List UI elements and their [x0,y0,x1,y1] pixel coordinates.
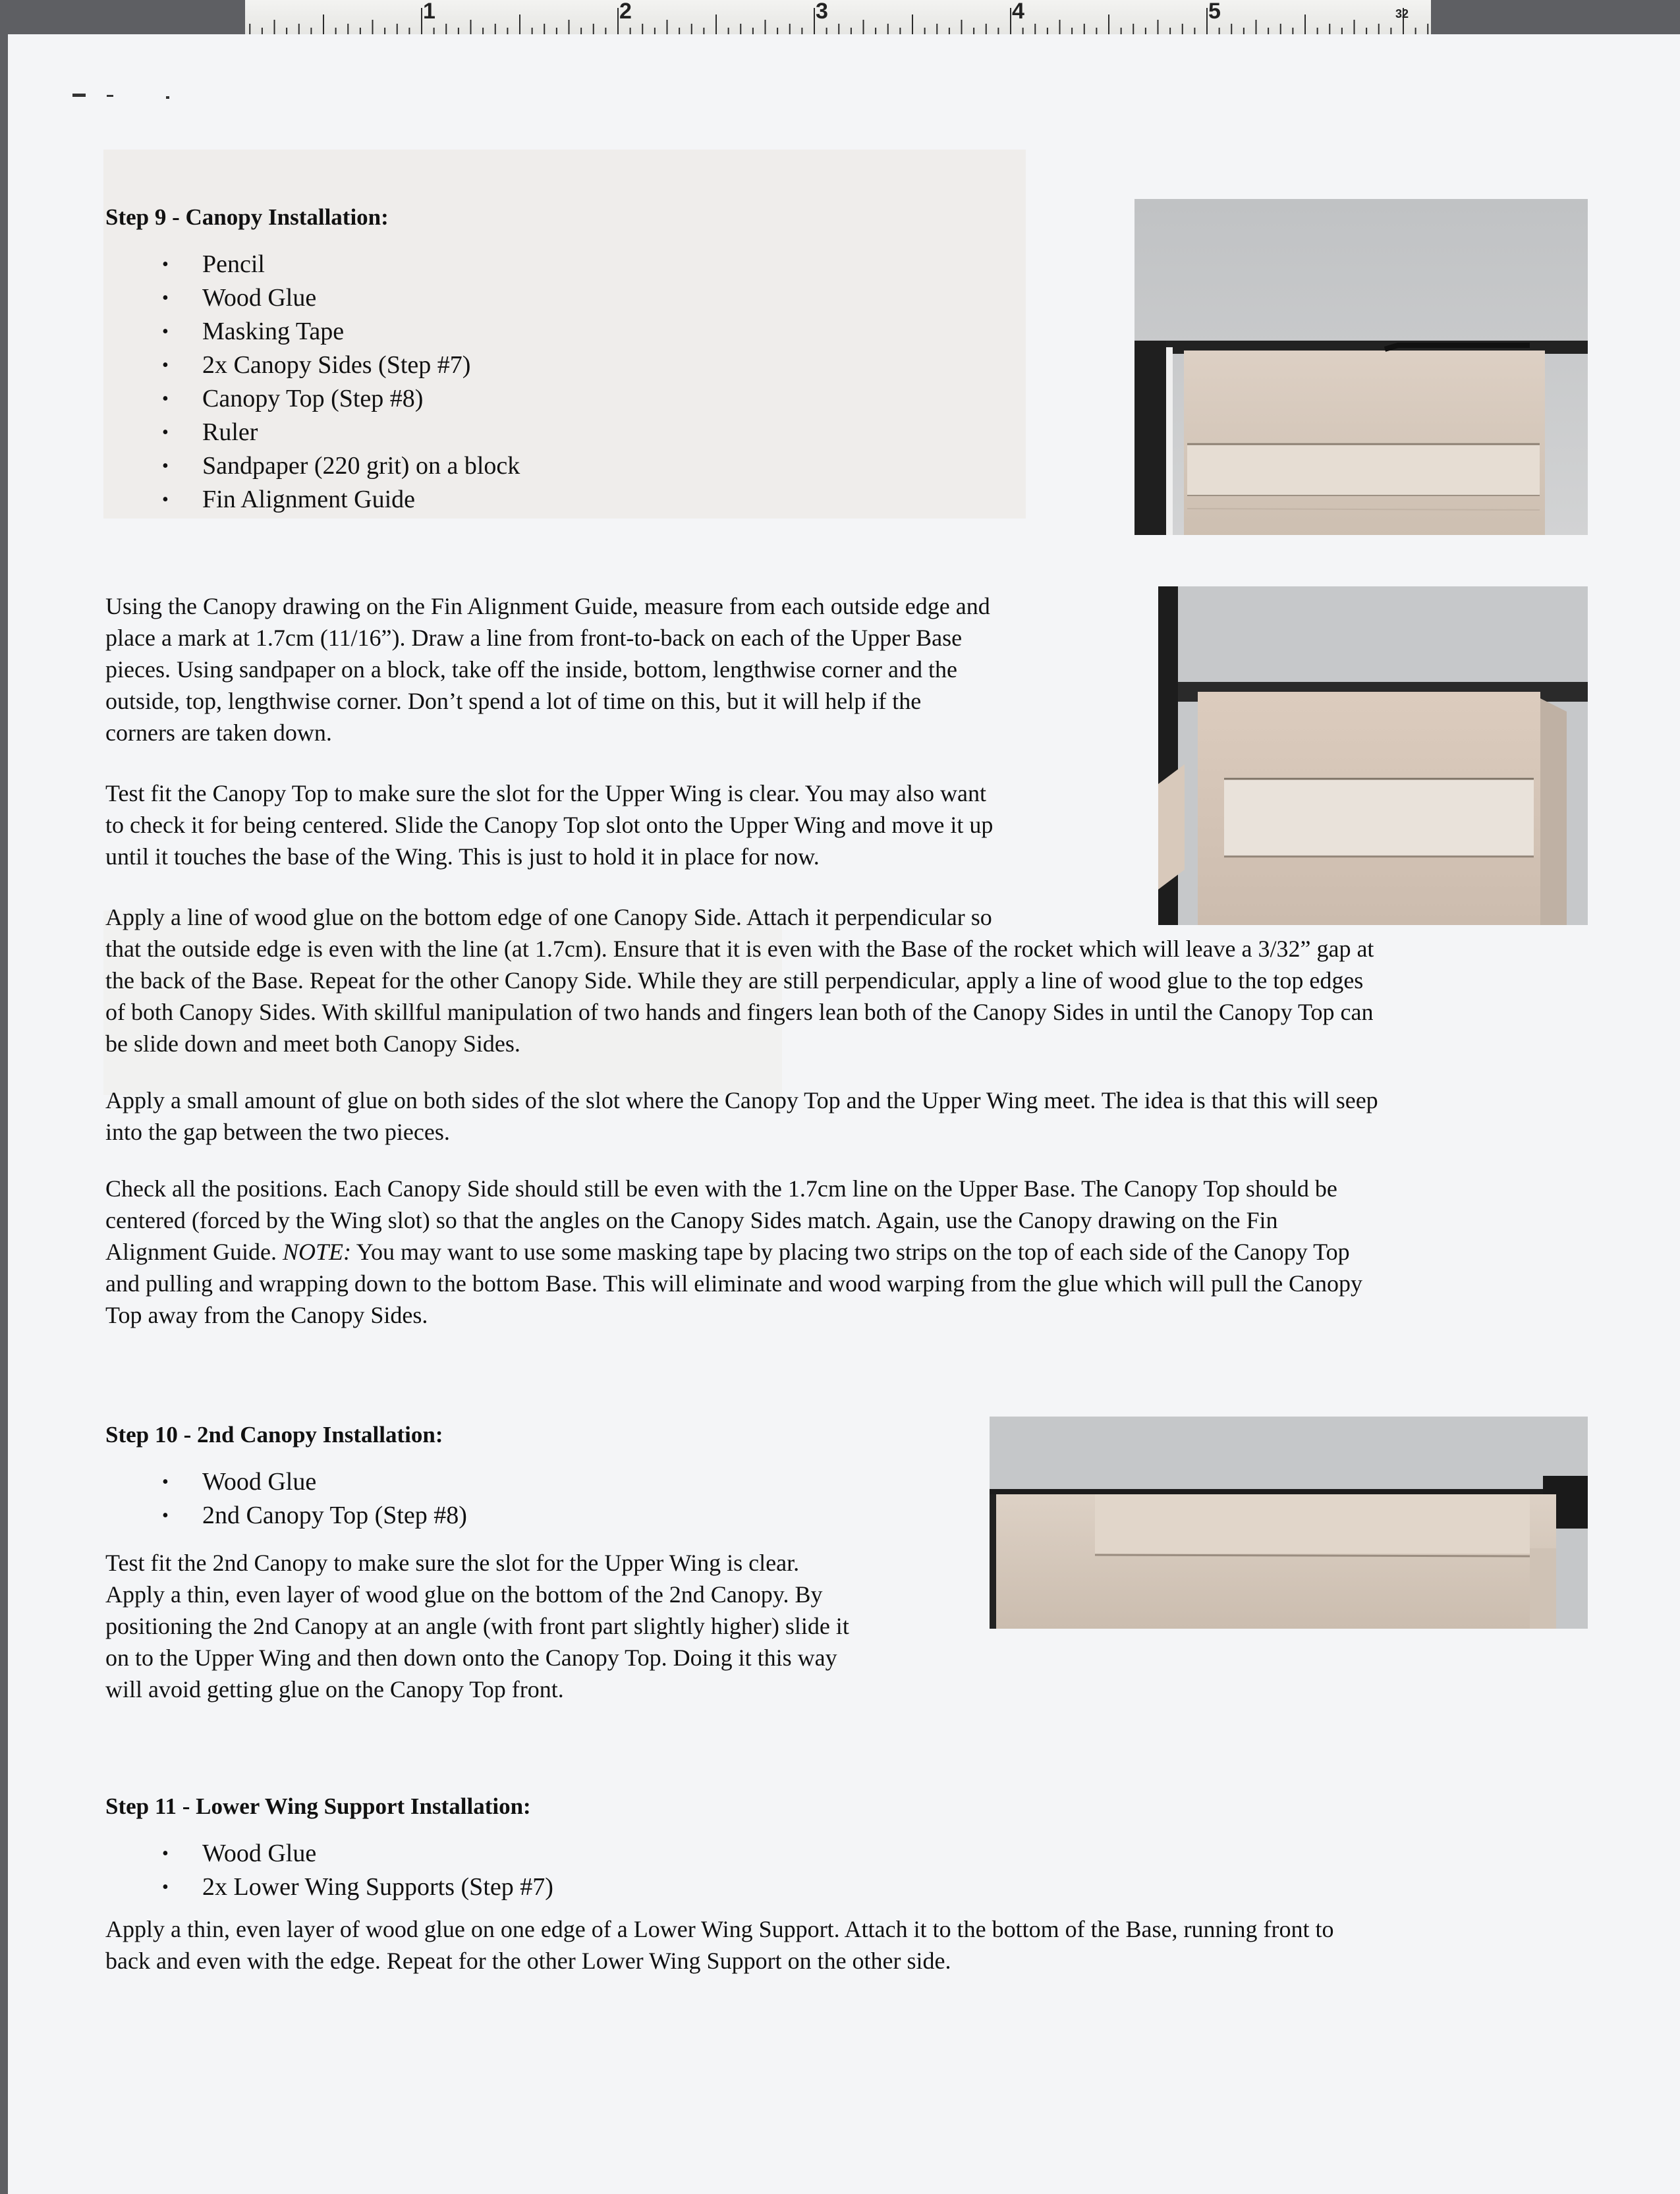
ruler-label-3: 3 [816,0,828,24]
scan-speck [107,95,113,97]
step9-paragraph-3: Apply a line of wood glue on the bottom edge of one Canopy Side. Attach it perpendicular so that the outside edge is even with the line (at 1.7cm). Ensure that it is even with the Base of the rocket which will leave a 3/32” gap at the back of the Base. Repeat for the other Canopy Side. While they are still perpendicular, apply a line of wood glue to the top edges of both Canopy Sides. With skillful manipulation of two hands and fingers lean both of the Canopy Sides in until the Canopy Top can be slide down and meet both Canopy Sides. [105,904,1374,1057]
bullet-icon: • [162,389,169,409]
step9-heading: Step 9 - Canopy Installation: [105,204,389,230]
list-item: • Masking Tape [105,315,520,349]
bullet-icon: • [162,1472,169,1492]
canopy-photo-2-image [1158,586,1588,925]
scan-speck [166,96,169,99]
ruler-label-1: 1 [423,0,435,24]
list-item: • Wood Glue [105,1465,467,1499]
ruler-label-2: 2 [619,0,632,24]
canopy-photo-1-image [1134,199,1588,535]
list-item: • Ruler [105,416,520,449]
bullet-icon: • [162,490,169,510]
canopy-photo-3 [990,1417,1588,1629]
bullet-icon: • [162,355,169,376]
bullet-icon: • [162,422,169,443]
ruler-corner-label: 32 [1395,7,1409,20]
ruler-label-4: 4 [1012,0,1024,24]
list-item: • Wood Glue [105,281,520,315]
step11-paragraph-1: Apply a thin, even layer of wood glue on one edge of a Lower Wing Support. Attach it to the bottom of the Base, running front to back and even with the edge. Repeat for the other Lower Wing Support on the other side. [105,1916,1334,1974]
ruler [245,0,1431,36]
canopy-photo-2 [1158,586,1588,925]
step9-paragraph-2: Test fit the Canopy Top to make sure the slot for the Upper Wing is clear. You may also want to check it for being centered. Slide the Canopy Top slot onto the Upper Wing and move it up until it touches the base of the Wing. This is just to hold it in place for now. [105,780,994,870]
document-page [8,34,1680,2194]
step9-paragraph-4: Apply a small amount of glue on both sides of the slot where the Canopy Top and the Upper Wing meet. The idea is that this will seep into the gap between the two pieces. [105,1087,1378,1145]
step11-heading: Step 11 - Lower Wing Support Installation: [105,1793,531,1819]
list-item: • Sandpaper (220 grit) on a block [105,449,520,483]
ruler-label-5: 5 [1208,0,1221,24]
step9-paragraph-1: Using the Canopy drawing on the Fin Alignment Guide, measure from each outside edge and place a mark at 1.7cm (11/16”). Draw a line from front-to-back on each of the Upper Base pieces. Using sandpaper on a block, take off the inside, bottom, lengthwise corner and the outside, top, lengthwise corner. Don’t spend a lot of time on this, but it will help if the corners are taken down. [105,593,990,746]
bullet-icon: • [162,456,169,476]
step10-heading: Step 10 - 2nd Canopy Installation: [105,1422,443,1448]
bullet-icon: • [162,322,169,342]
step10-tool-list [105,1465,467,1533]
step9-paragraph-5: Check all the positions. Each Canopy Side should still be even with the 1.7cm line on the Upper Base. The Canopy Top should be centered (forced by the Wing slot) so that the angles on the Canopy Sides match. Again, use the Canopy drawing on the Fin Alignment Guide. NOTE: You may want to use some masking tape by placing two strips on the top of each side of the Canopy Top and pulling and wrapping down to the bottom Base. This will eliminate and wood warping from the glue which will pull the Canopy Top away from the Canopy Sides. [105,1175,1363,1328]
bullet-icon: • [162,1505,169,1526]
list-item: • 2x Canopy Sides (Step #7) [105,349,520,382]
list-item: • 2nd Canopy Top (Step #8) [105,1499,467,1533]
list-item: • Pencil [105,248,520,281]
step10-paragraph-1: Test fit the 2nd Canopy to make sure the slot for the Upper Wing is clear. Apply a thin, even layer of wood glue on the bottom of the 2nd Canopy. By positioning the 2nd Canopy at an angle (with front part slightly higher) slide it on to the Upper Wing and then down onto the Canopy Top. Doing it this way will avoid getting glue on the Canopy Top front. [105,1550,849,1702]
canopy-photo-3-image [990,1417,1588,1629]
bullet-icon: • [162,254,169,275]
bullet-icon: • [162,288,169,308]
bullet-icon: • [162,1877,169,1898]
bullet-icon: • [162,1843,169,1864]
canopy-photo-1 [1134,199,1588,535]
note-label: NOTE: [282,1239,351,1265]
list-item: • Wood Glue [105,1837,553,1871]
step11-tool-list [105,1837,553,1904]
scan-speck [72,94,86,97]
step9-tool-list [105,248,520,517]
list-item: • Fin Alignment Guide [105,483,520,517]
list-item: • 2x Lower Wing Supports (Step #7) [105,1871,553,1904]
list-item: • Canopy Top (Step #8) [105,382,520,416]
